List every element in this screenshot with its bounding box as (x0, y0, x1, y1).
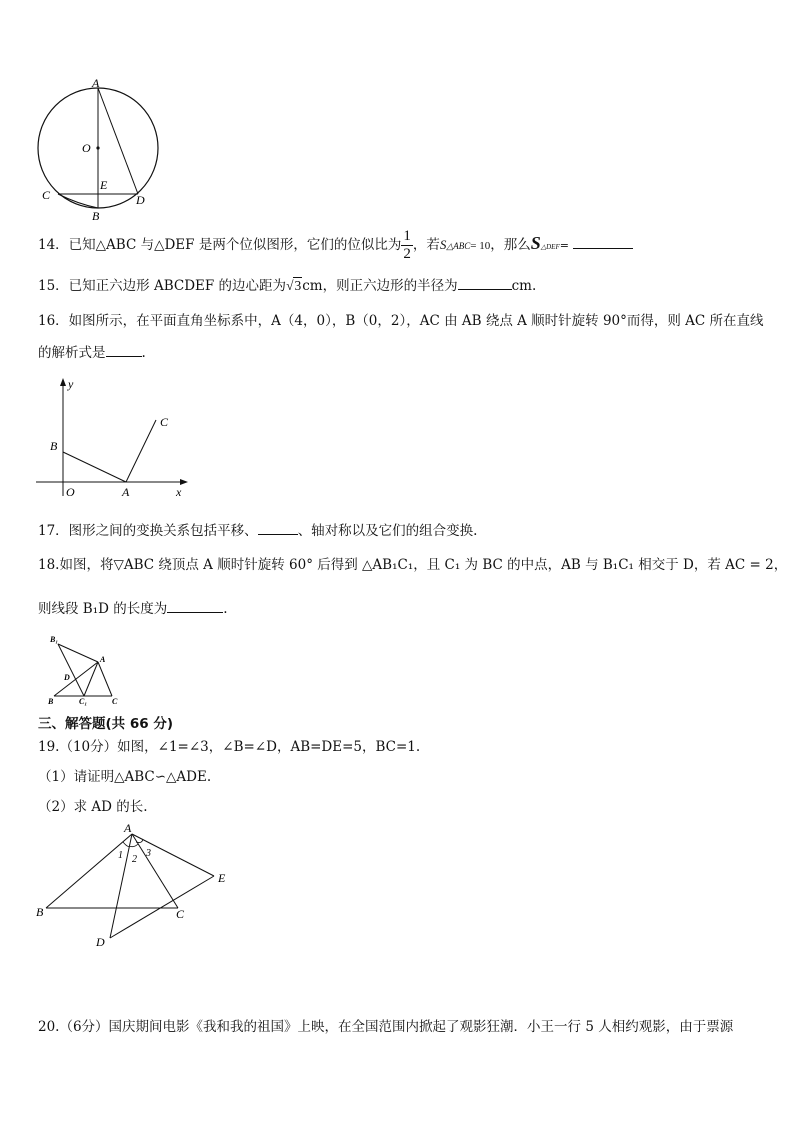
label-3: 3 (146, 848, 151, 859)
question-16-line1: 16．如图所示，在平面直角坐标系中，A（4，0），B（0，2），AC 由 AB 绕点 A 顺时针旋转 90°而得，则 AC 所在直线 (38, 313, 764, 329)
frac-num: 1 (403, 228, 411, 244)
label-2: 2 (132, 854, 137, 865)
label-b: B (50, 439, 58, 453)
q14-eq: = (559, 239, 569, 252)
y-arrow (60, 378, 66, 386)
center-dot (96, 146, 99, 149)
question-19-part1: （1）请证明△ABC∽△ADE. (38, 769, 212, 785)
rotation-figure (44, 632, 134, 706)
label-c1: C₁ (79, 697, 88, 706)
q14-middle: ，若 (412, 237, 440, 253)
label-b: B (92, 209, 100, 222)
label-a: A (92, 78, 100, 90)
label-c: C (176, 907, 185, 921)
q16-line2-end: . (141, 345, 146, 361)
q15-unit: cm，则正六边形的半径为 (302, 278, 458, 294)
question-17 (38, 520, 477, 540)
label-b: B (48, 697, 54, 706)
angle-arc-2 (129, 844, 138, 847)
label-c: C (160, 415, 169, 429)
s-def: S (530, 233, 541, 253)
q15-suffix: cm. (511, 278, 537, 294)
label-c: C (42, 188, 51, 202)
q14-then: ，那么 (490, 237, 531, 253)
q15-answer-blank[interactable] (458, 275, 512, 290)
label-e: E (218, 871, 226, 885)
sqrt-3: √3 (286, 278, 302, 293)
label-a: A (124, 821, 132, 835)
arc-cb (58, 194, 98, 208)
frac-den: 2 (403, 246, 411, 262)
segment-ab (63, 452, 126, 482)
label-b1: B₁ (50, 635, 59, 644)
segment-ac (132, 834, 178, 908)
label-d: D (136, 193, 145, 207)
circle-figure (30, 78, 170, 222)
segment-de (110, 876, 214, 938)
label-a: A (100, 655, 106, 664)
label-d: D (64, 673, 70, 682)
q14-prefix: 14．已知△ABC 与△DEF 是两个位似图形，它们的位似比为 (38, 237, 402, 253)
label-1: 1 (118, 850, 123, 861)
side-ac (98, 662, 112, 696)
s-abc-val: = 10 (470, 240, 491, 252)
q17-prefix: 17．图形之间的变换关系包括平移、 (38, 523, 258, 539)
q18-answer-blank[interactable] (167, 598, 223, 613)
q18-line2-end: . (223, 601, 228, 617)
label-b: B (36, 905, 44, 919)
label-y: y (68, 377, 74, 391)
q16-answer-blank[interactable] (106, 342, 142, 357)
question-15 (38, 275, 536, 295)
question-18-line1: 18.如图，将▽ABC 绕顶点 A 顺时针旋转 60° 后得到 △AB₁C₁，且 C₁ 为 BC 的中点，AB 与 B₁C₁ 相交于 D，若 AC = 2， (38, 557, 788, 573)
side-b1c1 (58, 644, 84, 696)
angle-arc-1 (123, 842, 130, 847)
s-abc-sub: △ABC (446, 241, 471, 251)
axes-figure (30, 372, 200, 502)
q17-answer-blank[interactable] (258, 520, 298, 535)
q17-suffix: 、轴对称以及它们的组合变换. (297, 523, 478, 539)
question-19-stem: 19.（10分）如图，∠1=∠3，∠B=∠D，AB=DE=5，BC=1. (38, 739, 421, 755)
question-14 (38, 226, 633, 264)
section-3-title: 三、解答题(共 66 分) (38, 716, 174, 732)
ratio-fraction (401, 228, 413, 263)
label-x: x (176, 485, 182, 499)
question-20: 20.（6分）国庆期间电影《我和我的祖国》上映，在全国范围内掀起了观影狂潮．小王一行 5 人相约观影，由于票源 (38, 1019, 734, 1035)
segment-ac (126, 420, 156, 482)
question-16-line2 (38, 342, 146, 362)
q16-line2-text: 的解析式是 (38, 345, 106, 361)
s-abc: S (439, 237, 447, 252)
label-a: A (122, 485, 130, 499)
question-19-part2: （2）求 AD 的长. (38, 799, 148, 815)
label-o: O (82, 141, 91, 155)
question-18-line2 (38, 598, 228, 618)
q14-answer-blank[interactable] (573, 234, 633, 249)
q18-line2-text: 则线段 B₁D 的长度为 (38, 601, 168, 617)
label-d: D (96, 935, 105, 949)
label-e: E (100, 178, 108, 192)
q19-figure (32, 820, 242, 950)
segment-ae (132, 834, 214, 876)
label-o: O (66, 485, 75, 499)
s-def-sub: △DEF (540, 243, 560, 251)
label-c: C (112, 697, 118, 706)
side-ab1 (58, 644, 98, 662)
q15-prefix: 15．已知正六边形 ABCDEF 的边心距为 (38, 278, 287, 294)
